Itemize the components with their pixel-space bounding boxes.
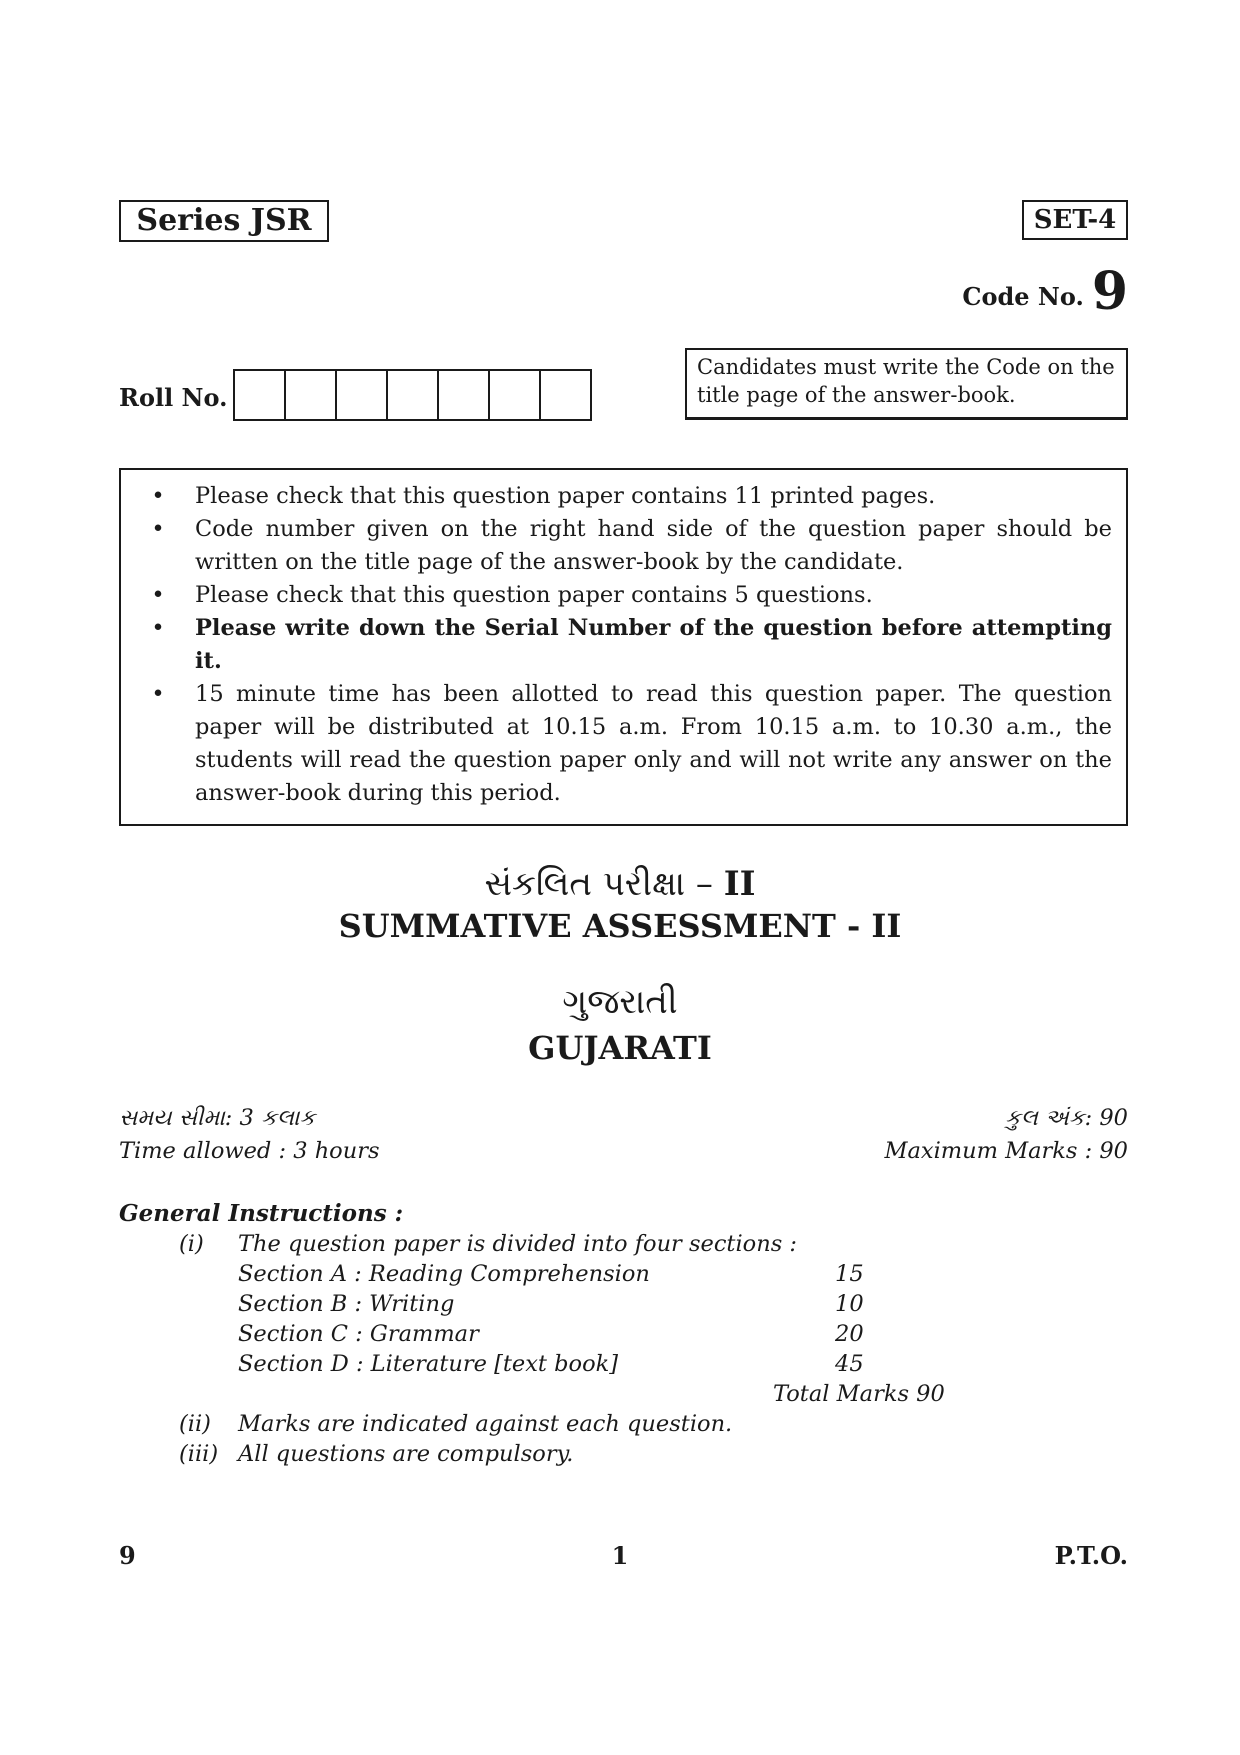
code-number-block bbox=[962, 262, 1128, 327]
item-number: (i) bbox=[179, 1231, 204, 1257]
instruction-item bbox=[121, 678, 1112, 810]
code-label: Code No. bbox=[962, 282, 1084, 311]
roll-number-cell[interactable] bbox=[541, 371, 590, 419]
roll-number-cell[interactable] bbox=[337, 371, 388, 419]
section-marks: 15 bbox=[835, 1261, 864, 1287]
section-label: Section B : Writing bbox=[238, 1291, 455, 1317]
bullet-icon: • bbox=[151, 681, 165, 707]
total-marks: Total Marks 90 bbox=[773, 1381, 945, 1407]
instructions-box bbox=[119, 468, 1128, 826]
time-allowed-gujarati: સમય સીમા: 3 કલાક bbox=[119, 1105, 316, 1131]
page-number: 1 bbox=[611, 1541, 629, 1570]
section-row bbox=[119, 1259, 1128, 1289]
section-row bbox=[119, 1289, 1128, 1319]
max-marks-english: Maximum Marks : 90 bbox=[884, 1138, 1128, 1164]
english-assessment-title: SUMMATIVE ASSESSMENT - II bbox=[338, 907, 902, 945]
english-subject-title: GUJARATI bbox=[528, 1029, 712, 1067]
section-row bbox=[119, 1349, 1128, 1379]
roll-number-label: Roll No. bbox=[119, 383, 228, 412]
gujarati-subject-title: ગુજરાતી bbox=[562, 982, 678, 1022]
general-instructions-list bbox=[119, 1229, 1128, 1469]
bullet-icon: • bbox=[151, 615, 165, 641]
section-marks: 10 bbox=[835, 1291, 864, 1317]
roll-number-boxes[interactable] bbox=[233, 369, 592, 421]
roll-number-cell[interactable] bbox=[235, 371, 286, 419]
footer-code: 9 bbox=[119, 1541, 136, 1570]
gujarati-assessment-text: સંકલિત પરીક્ષા – bbox=[484, 864, 713, 904]
instruction-item bbox=[121, 513, 1112, 579]
item-text: Marks are indicated against each question. bbox=[238, 1411, 733, 1437]
assessment-roman-numeral: II bbox=[723, 864, 756, 904]
instruction-item bbox=[121, 612, 1112, 678]
roll-number-cell[interactable] bbox=[286, 371, 337, 419]
roll-number-cell[interactable] bbox=[490, 371, 541, 419]
instruction-text: 15 minute time has been allotted to read this question paper. The question paper will be distributed at 10.15 a.m. From 10.15 a.m. to 10.30 a.m., the students will read the question paper only and will not write any answer on the answer-book during this period. bbox=[195, 681, 1112, 806]
list-item bbox=[119, 1409, 1128, 1439]
section-marks: 45 bbox=[835, 1351, 864, 1377]
instruction-text: Code number given on the right hand side of the question paper should be written on the title page of the answer-book by the candidate. bbox=[195, 516, 1112, 575]
instruction-item bbox=[121, 579, 1112, 612]
general-instructions-heading: General Instructions : bbox=[119, 1200, 404, 1227]
list-item bbox=[119, 1439, 1128, 1469]
max-marks-gujarati: કુલ અંક: 90 bbox=[1004, 1105, 1128, 1131]
instruction-text: Please write down the Serial Number of the question before attempting it. bbox=[195, 615, 1112, 674]
instruction-text: Please check that this question paper contains 5 questions. bbox=[195, 582, 873, 608]
code-number: 9 bbox=[1091, 261, 1128, 322]
bullet-icon: • bbox=[151, 582, 165, 608]
roll-number-cell[interactable] bbox=[388, 371, 439, 419]
section-label: Section C : Grammar bbox=[238, 1321, 479, 1347]
series-label: Series JSR bbox=[119, 200, 329, 242]
bullet-icon: • bbox=[151, 516, 165, 542]
bullet-icon: • bbox=[151, 483, 165, 509]
total-marks-row bbox=[119, 1379, 1128, 1409]
candidates-note: Candidates must write the Code on the title page of the answer-book. bbox=[685, 348, 1128, 420]
time-allowed-english: Time allowed : 3 hours bbox=[119, 1138, 380, 1164]
instruction-item bbox=[121, 480, 1112, 513]
item-number: (iii) bbox=[179, 1441, 219, 1467]
item-text: All questions are compulsory. bbox=[238, 1441, 574, 1467]
item-number: (ii) bbox=[179, 1411, 211, 1437]
section-label: Section D : Literature [text book] bbox=[238, 1351, 619, 1377]
gujarati-assessment-title bbox=[0, 862, 1240, 906]
set-label: SET-4 bbox=[1022, 200, 1128, 240]
list-item bbox=[119, 1229, 1128, 1259]
pto-label: P.T.O. bbox=[1054, 1541, 1128, 1570]
section-label: Section A : Reading Comprehension bbox=[238, 1261, 650, 1287]
item-text: The question paper is divided into four sections : bbox=[238, 1231, 797, 1257]
section-marks: 20 bbox=[835, 1321, 864, 1347]
instruction-text: Please check that this question paper contains 11 printed pages. bbox=[195, 483, 936, 509]
section-row bbox=[119, 1319, 1128, 1349]
roll-number-cell[interactable] bbox=[439, 371, 490, 419]
